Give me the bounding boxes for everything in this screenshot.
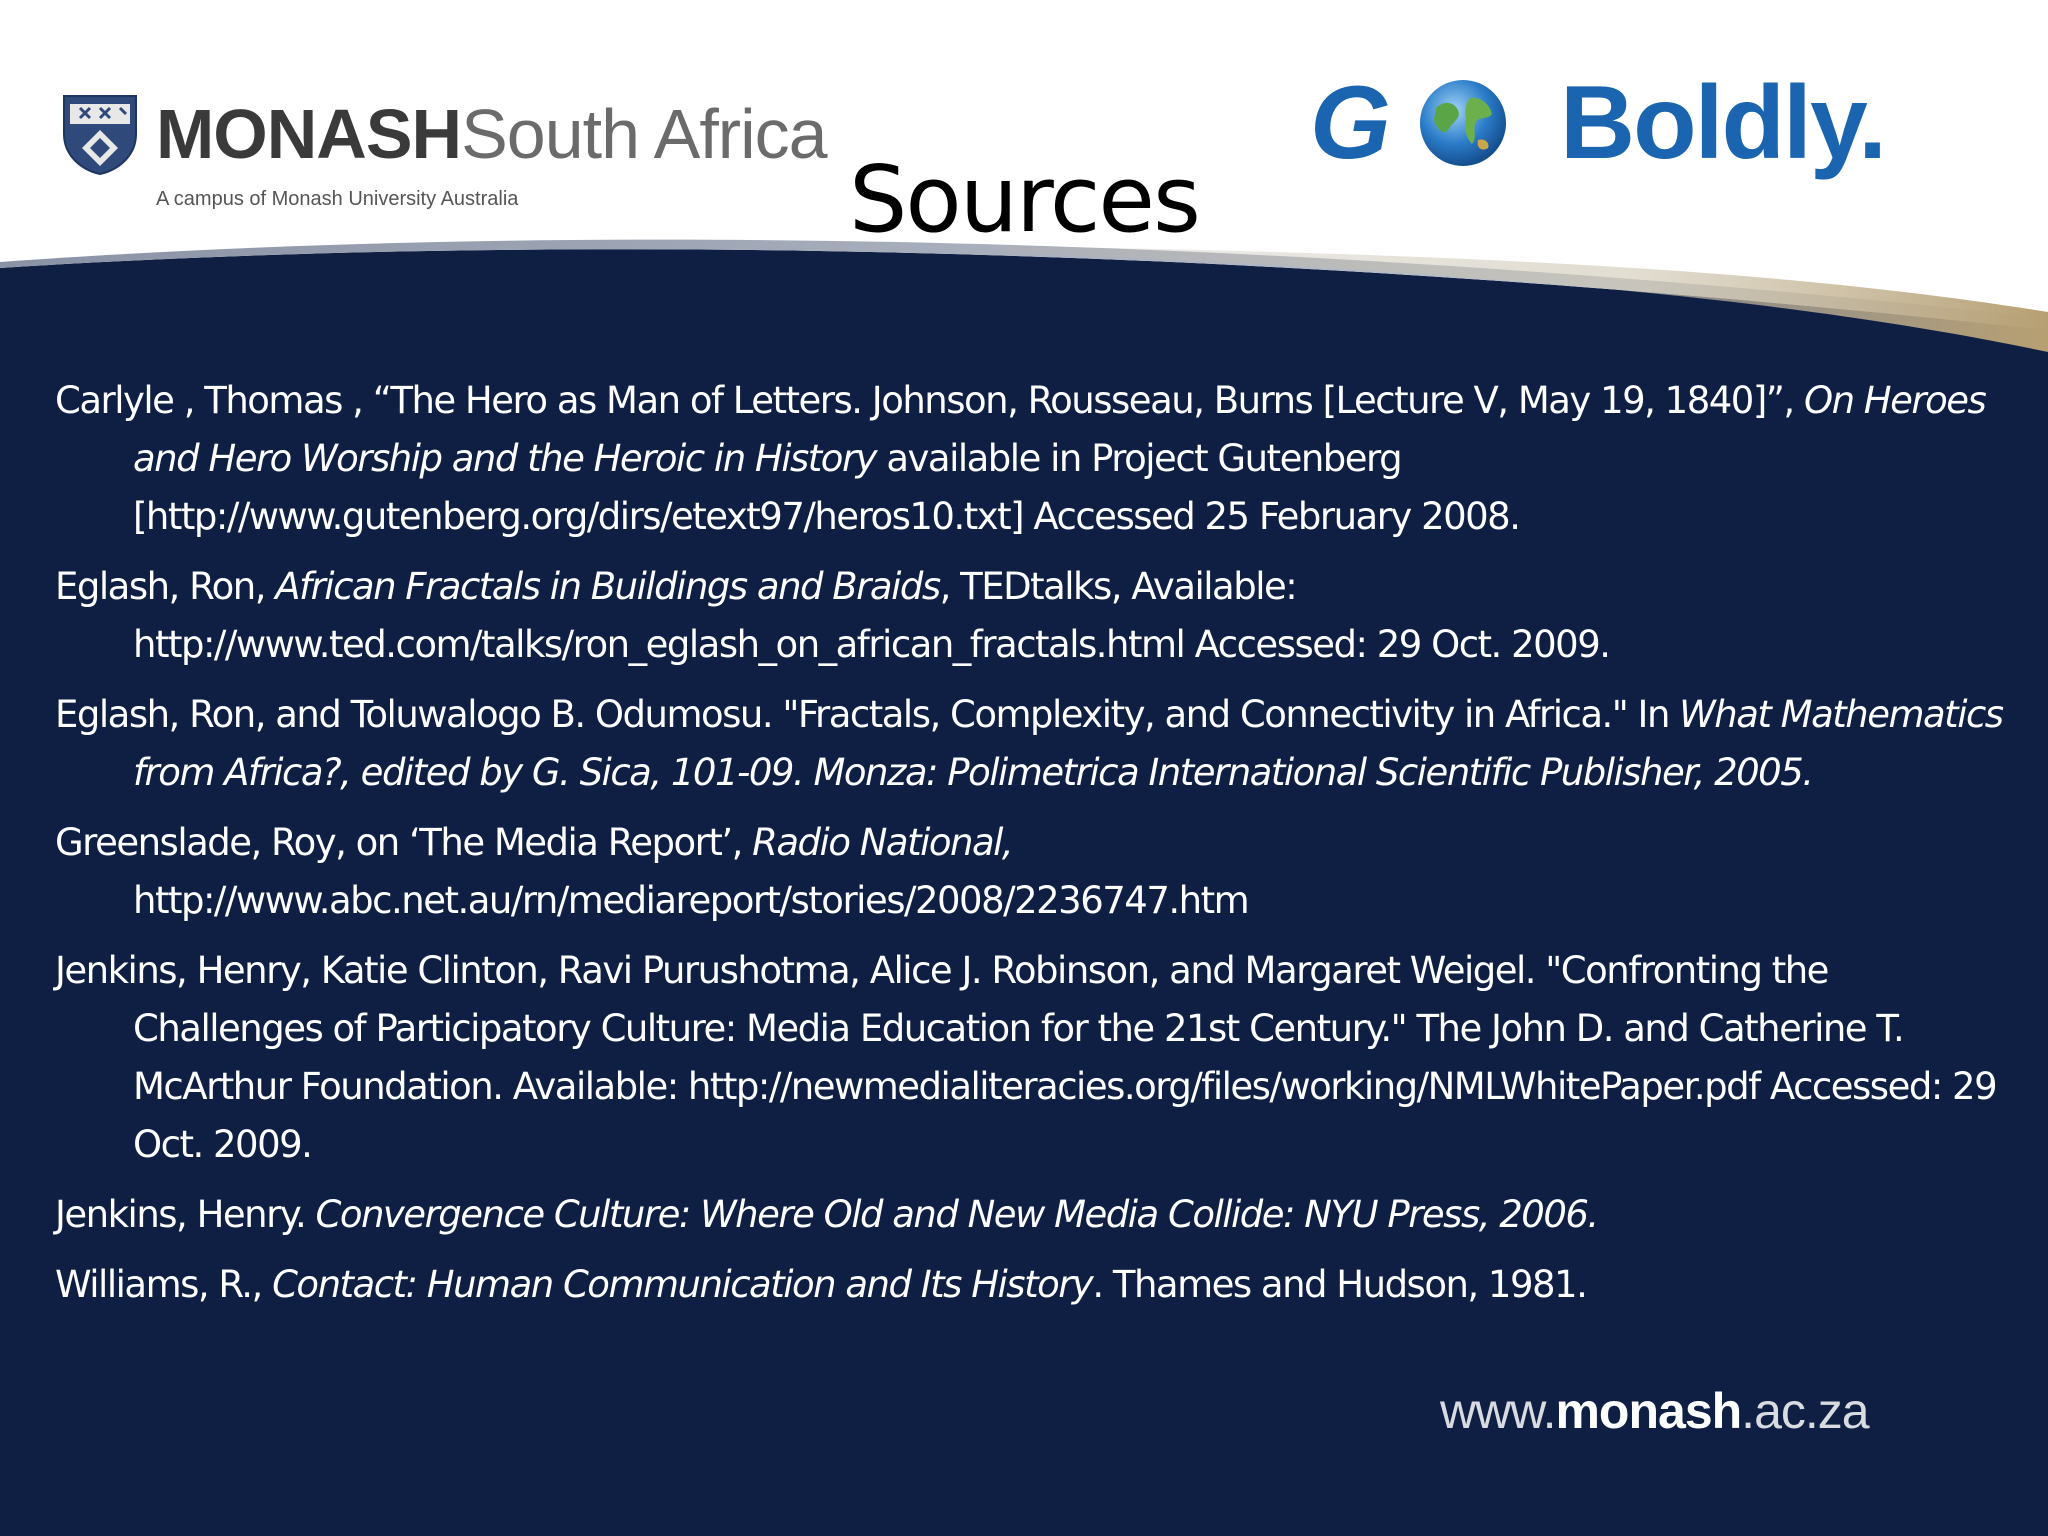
reference-title: African Fractals in Buildings and Braids: [275, 565, 940, 608]
reference-text: , TEDtalks, Available: http://www.ted.com/talks/ron_eglash_on_african_fractals.html Accessed: 29 Oct. 2009.: [133, 565, 1610, 666]
footer-url-suffix: .ac.za: [1741, 1383, 1869, 1439]
footer-website: [1440, 1382, 1869, 1440]
reference-title: Contact: Human Communication and Its History: [272, 1263, 1093, 1306]
page-title: Sources: [849, 146, 1199, 253]
reference-item: [55, 558, 2015, 674]
footer-url-domain: monash: [1555, 1383, 1742, 1439]
reference-text: Eglash, Ron, and Toluwalogo B. Odumosu. "Fractals, Complexity, and Connectivity in Africa." In: [55, 693, 1680, 736]
reference-item: [55, 1186, 2015, 1244]
monash-name-bold: MONASH: [156, 95, 462, 173]
references-list: [55, 372, 2015, 1326]
reference-title: Radio National,: [752, 821, 1013, 864]
reference-item: [55, 1256, 2015, 1314]
reference-title: On Heroes and Hero Worship and the Heroic in History: [133, 379, 1986, 480]
monash-name-light: South Africa: [461, 95, 827, 173]
go-boldly-g: G: [1310, 65, 1391, 181]
reference-text: Jenkins, Henry.: [55, 1193, 316, 1236]
reference-item: [55, 372, 2015, 546]
reference-text: http://www.abc.net.au/rn/mediareport/stories/2008/2236747.htm: [133, 879, 1249, 922]
reference-text: available in Project Gutenberg [http://www.gutenberg.org/dirs/etext97/heros10.txt] Accessed 25 February 2008.: [133, 437, 1520, 538]
reference-title: What Mathematics from Africa?, edited by G. Sica, 101-09. Monza: Polimetrica International Scientific Publisher, 2005.: [133, 693, 2003, 794]
reference-item: [55, 686, 2015, 802]
reference-text: Greenslade, Roy, on ‘The Media Report’,: [55, 821, 753, 864]
reference-text: Carlyle , Thomas , “The Hero as Man of Letters. Johnson, Rousseau, Burns [Lecture V, May 19, 1840]”,: [55, 379, 1804, 422]
monash-tagline: A campus of Monash University Australia: [156, 188, 519, 210]
reference-text: Williams, R.,: [55, 1263, 273, 1306]
reference-text: Eglash, Ron,: [55, 565, 276, 608]
reference-title: Convergence Culture: Where Old and New Media Collide: NYU Press, 2006.: [315, 1193, 1598, 1236]
reference-item: [55, 814, 2015, 930]
reference-text: . Thames and Hudson, 1981.: [1092, 1263, 1587, 1306]
reference-item: [55, 942, 2015, 1174]
reference-text: Jenkins, Henry, Katie Clinton, Ravi Purushotma, Alice J. Robinson, and Margaret Weigel. "Confronting the Challenges of Participatory Culture: Media Education for the 21st Century." The John D. and Catherine T. McArthur Foundation. Available: http://newmedialiteracies.org/files/working/NMLWhitePaper.pdf Accessed: 29 Oct. 2009.: [55, 949, 1997, 1166]
go-boldly-word: Boldly.: [1560, 65, 1885, 181]
footer-url-prefix: www.: [1440, 1383, 1556, 1439]
